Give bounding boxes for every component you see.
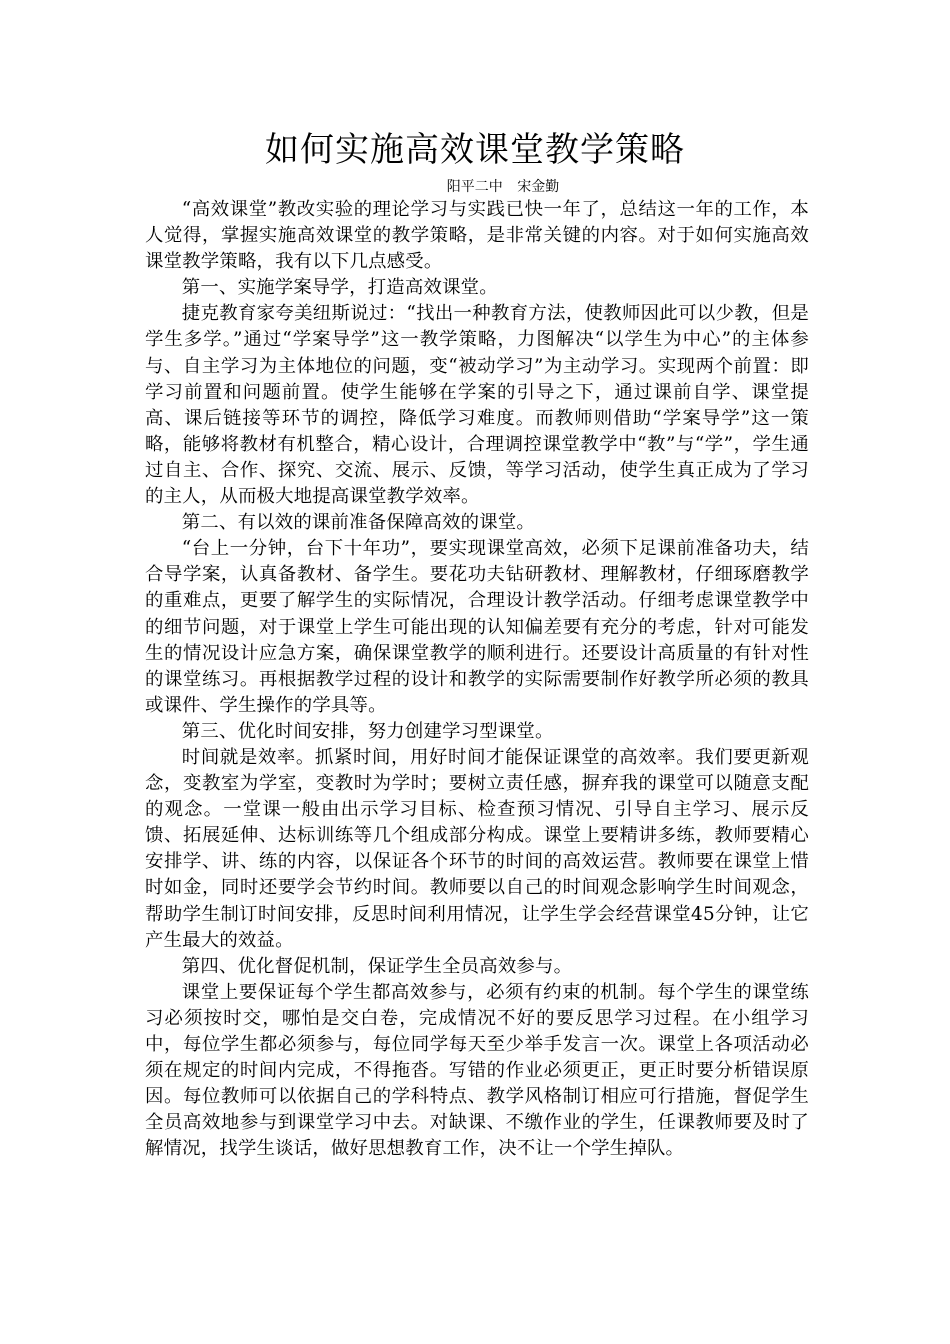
section-heading-1: 第一、实施学案导学，打造高效课堂。 xyxy=(181,277,498,299)
author-name: 宋金勤 xyxy=(517,179,560,195)
author-line xyxy=(0,178,950,196)
section-heading-4: 第四、优化督促机制，保证学生全员高效参与。 xyxy=(181,955,573,977)
document-title: 如何实施高效课堂教学策略 xyxy=(265,130,685,170)
section-paragraph-4: 课堂上要保证每个学生都高效参与，必须有约束的机制。每个学生的课堂练习必须按时交，哪怕是交白卷，完成情况不好的要反思学习过程。在小组学习中，每位学生都必须参与，每位同学每天至少举手发言一次。课堂上各项活动必须在规定的时间内完成，不得拖沓。写错的作业必须更正，更正时要分析错误原因。每位教师可以依据自己的学科特点、教学风格制订相应可行措施，督促学生全员高效地参与到课堂学习中去。对缺课、不缴作业的学生，任课教师要及时了解情况，找学生谈话，做好思想教育工作，决不让一个学生掉队。 xyxy=(145,981,809,1160)
document-body xyxy=(145,197,809,1162)
author-school: 阳平二中 xyxy=(446,179,503,195)
section-heading-2: 第二、有以效的课前准备保障高效的课堂。 xyxy=(181,512,536,534)
section-heading-3: 第三、优化时间安排，努力创建学习型课堂。 xyxy=(181,720,554,742)
section-paragraph-3: 时间就是效率。抓紧时间，用好时间才能保证课堂的高效率。我们要更新观念，变教室为学室，变教时为学时；要树立责任感，摒弃我的课堂可以随意支配的观念。一堂课一般由出示学习目标、检查预习情况、引导自主学习、展示反馈、拓展延伸、达标训练等几个组成部分构成。课堂上要精讲多练，教师要精心安排学、讲、练的内容，以保证各个环节的时间的高效运营。教师要在课堂上惜时如金，同时还要学会节约时间。教师要以自己的时间观念影响学生时间观念，帮助学生制订时间安排，反思时间利用情况，让学生学会经营课堂45分钟，让它产生最大的效益。 xyxy=(145,746,809,951)
section-paragraph-1: 捷克教育家夸美纽斯说过：“找出一种教育方法，使教师因此可以少教，但是学生多学。”通过“学案导学”这一教学策略，力图解决“以学生为中心”的主体参与、自主学习为主体地位的问题，变“被动学习”为主动学习。实现两个前置：即学习前置和问题前置。使学生能够在学案的引导之下，通过课前自学、课堂提高、课后链接等环节的调控，降低学习难度。而教师则借助“学案导学”这一策略，能够将教材有机整合，精心设计，合理调控课堂教学中“教”与“学”，学生通过自主、合作、探究、交流、展示、反馈，等学习活动，使学生真正成为了学习的主人，从而极大地提高课堂教学效率。 xyxy=(145,303,809,508)
section-paragraph-2: “台上一分钟，台下十年功”，要实现课堂高效，必须下足课前准备功夫，结合导学案，认真备教材、备学生。要花功夫钻研教材、理解教材，仔细琢磨教学的重难点，更要了解学生的实际情况，合理设计教学活动。仔细考虑课堂教学中的细节问题，对于课堂上学生可能出现的认知偏差要有充分的考虑，针对可能发生的情况设计应急方案，确保课堂教学的顺利进行。还要设计高质量的有针对性的课堂练习。再根据教学过程的设计和教学的实际需要制作好教学所必须的教具或课件、学生操作的学具等。 xyxy=(145,538,809,716)
intro-paragraph: “高效课堂”教改实验的理论学习与实践已快一年了，总结这一年的工作，本人觉得，掌握实施高效课堂的教学策略，是非常关键的内容。对于如何实施高效课堂教学策略，我有以下几点感受。 xyxy=(145,199,809,273)
